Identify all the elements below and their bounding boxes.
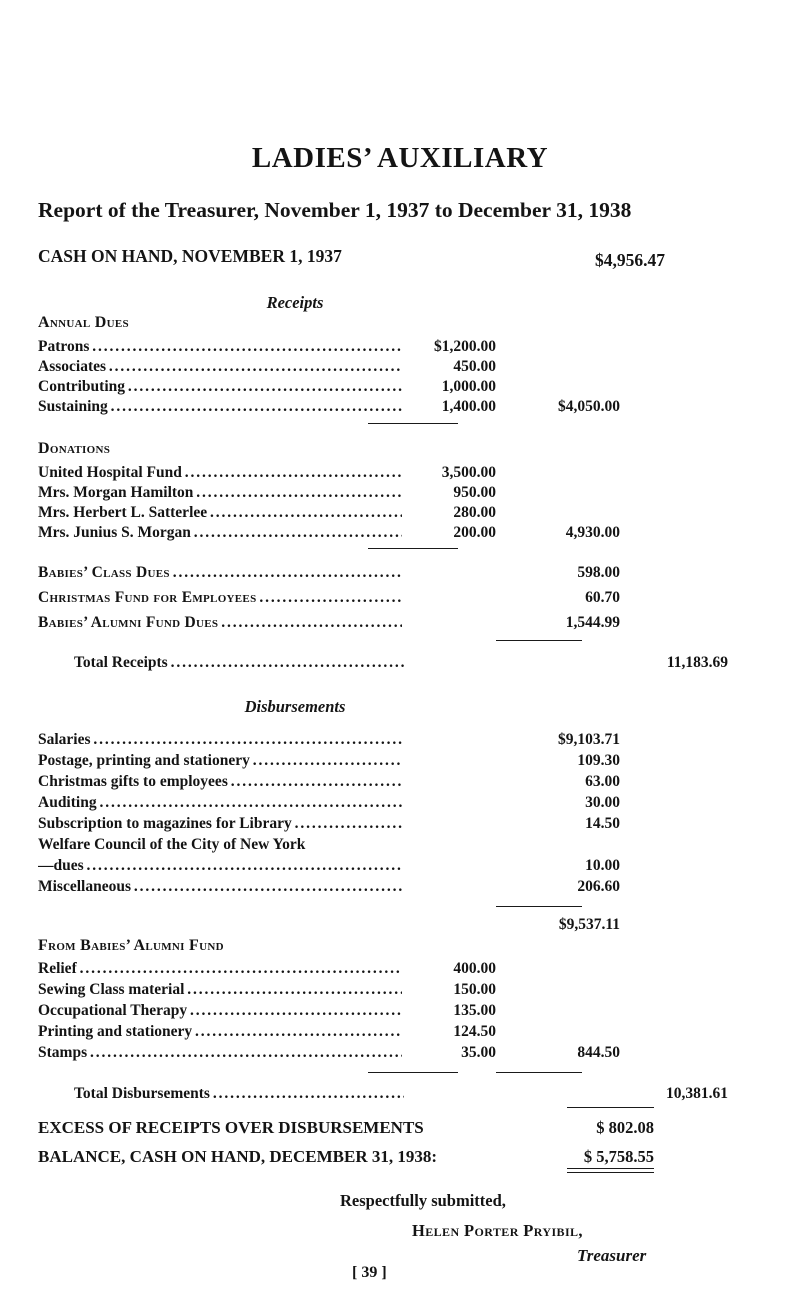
receipt-label: Christmas Fund for Employees . . . xyxy=(38,587,402,609)
subtotal-rule xyxy=(368,548,458,549)
receipt-label: Patrons . . . xyxy=(38,336,402,358)
report-subtitle: Report of the Treasurer, November 1, 1937 to December 31, 1938 xyxy=(38,198,632,222)
disbursement-label: Postage, printing and stationery . . . xyxy=(38,750,402,772)
receipt-label: United Hospital Fund . . . xyxy=(38,462,402,484)
disbursement-amount: 400.00 xyxy=(453,960,496,977)
signer-name: Helen Porter Pryibil, xyxy=(412,1221,583,1240)
subtotal-rule xyxy=(368,423,458,424)
disbursement-label: Christmas gifts to employees . . . xyxy=(38,771,402,793)
excess-label: EXCESS OF RECEIPTS OVER DISBURSEMENTS xyxy=(38,1118,424,1137)
disbursement-label: —dues . . . xyxy=(38,855,402,877)
page-title: LADIES’ AUXILIARY xyxy=(251,142,549,174)
disbursement-label: Printing and stationery . . . xyxy=(38,1021,402,1043)
disbursement-amount: 150.00 xyxy=(453,981,496,998)
disbursement-label: Auditing . . . xyxy=(38,792,402,814)
balance-label: BALANCE, CASH ON HAND, DECEMBER 31, 1938: xyxy=(38,1147,438,1166)
receipt-label: Mrs. Junius S. Morgan . . . xyxy=(38,522,402,544)
alumni-fund-heading: From Babies’ Alumni Fund xyxy=(38,937,224,954)
receipt-label: Mrs. Morgan Hamilton . . . xyxy=(38,482,402,504)
disbursement-amount: 35.00 xyxy=(461,1044,496,1061)
signer-title: Treasurer xyxy=(577,1246,647,1265)
disbursement-label: Salaries . . . xyxy=(38,729,402,751)
total-disbursements-value: 10,381.61 xyxy=(666,1085,728,1102)
donations-heading: Donations xyxy=(38,440,111,457)
disbursement-label: Welfare Council of the City of New York xyxy=(38,836,306,853)
subtotal-rule xyxy=(496,1072,582,1073)
opening-cash-label: CASH ON HAND, NOVEMBER 1, 1937 xyxy=(38,246,342,266)
disbursements-subtotal: $9,537.11 xyxy=(558,916,620,933)
opening-cash-value: $4,956.47 xyxy=(595,250,665,270)
receipts-heading: Receipts xyxy=(266,293,324,312)
receipt-label: Associates . . . xyxy=(38,356,402,378)
alumni-fund-subtotal: 844.50 xyxy=(577,1044,620,1061)
receipt-amount: 280.00 xyxy=(453,504,496,521)
disbursement-amount: 206.60 xyxy=(577,878,620,895)
total-disbursements-label: Total Disbursements . . . xyxy=(74,1083,404,1105)
receipt-label: Babies’ Alumni Fund Dues . . . xyxy=(38,612,402,634)
closing-text: Respectfully submitted, xyxy=(340,1191,506,1210)
disbursement-amount: $9,103.71 xyxy=(558,731,620,748)
excess-value: $ 802.08 xyxy=(596,1118,654,1137)
receipt-label: Contributing . . . xyxy=(38,376,402,398)
receipt-label: Babies’ Class Dues . . . xyxy=(38,562,402,584)
disbursement-amount: 135.00 xyxy=(453,1002,496,1019)
annual-dues-heading: Annual Dues xyxy=(38,314,129,331)
disbursement-amount: 63.00 xyxy=(585,773,620,790)
disbursement-amount: 10.00 xyxy=(585,857,620,874)
disbursement-label: Stamps . . . xyxy=(38,1042,402,1064)
disbursement-amount: 124.50 xyxy=(453,1023,496,1040)
disbursement-amount: 14.50 xyxy=(585,815,620,832)
donations-subtotal: 4,930.00 xyxy=(565,524,620,541)
receipt-amount: 3,500.00 xyxy=(441,464,496,481)
disbursement-amount: 109.30 xyxy=(577,752,620,769)
disbursement-label: Occupational Therapy . . . xyxy=(38,1000,402,1022)
disbursement-label: Relief . . . xyxy=(38,958,402,980)
balance-value: $ 5,758.55 xyxy=(583,1147,654,1166)
annual-dues-subtotal: $4,050.00 xyxy=(558,398,620,415)
receipt-label: Sustaining . . . xyxy=(38,396,402,418)
receipt-amount: 450.00 xyxy=(453,358,496,375)
receipt-amount: $1,200.00 xyxy=(434,338,496,355)
receipt-amount: 200.00 xyxy=(453,524,496,541)
disbursement-label: Sewing Class material . . . xyxy=(38,979,402,1001)
receipt-amount: 60.70 xyxy=(585,589,620,606)
receipt-amount: 1,544.99 xyxy=(565,614,620,631)
receipt-amount: 598.00 xyxy=(577,564,620,581)
total-rule xyxy=(567,1107,654,1108)
balance-double-rule xyxy=(567,1168,654,1173)
receipt-amount: 950.00 xyxy=(453,484,496,501)
total-receipts-value: 11,183.69 xyxy=(666,654,728,671)
disbursement-amount: 30.00 xyxy=(585,794,620,811)
receipt-label: Mrs. Herbert L. Satterlee . . . xyxy=(38,502,402,524)
total-receipts-label: Total Receipts . . . xyxy=(74,652,404,674)
disbursement-label: Subscription to magazines for Library . . . xyxy=(38,813,402,835)
disbursements-heading: Disbursements xyxy=(244,697,346,716)
disbursement-label: Miscellaneous . . . xyxy=(38,876,402,898)
receipt-amount: 1,000.00 xyxy=(441,378,496,395)
receipt-amount: 1,400.00 xyxy=(441,398,496,415)
page-number: [ 39 ] xyxy=(352,1264,387,1281)
subtotal-rule xyxy=(496,640,582,641)
subtotal-rule xyxy=(496,906,582,907)
subtotal-rule xyxy=(368,1072,458,1073)
